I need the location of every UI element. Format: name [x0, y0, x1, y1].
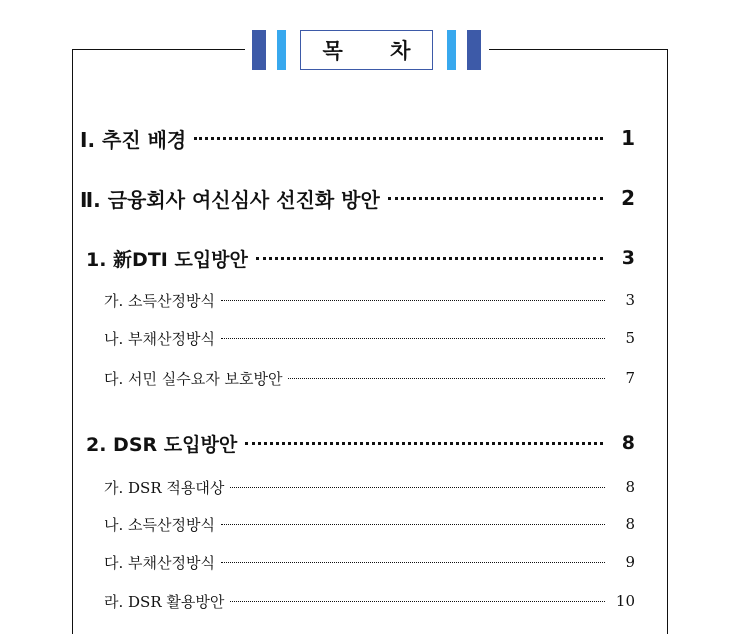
toc-leader — [194, 137, 603, 140]
frame-right-border — [667, 49, 668, 634]
toc-leader — [245, 442, 603, 445]
title-deco-left-light — [277, 30, 286, 70]
toc-item — [104, 590, 635, 612]
toc-label: Ⅰ. 추진 배경 — [80, 127, 187, 152]
toc-leader — [388, 197, 603, 200]
toc-item — [104, 476, 635, 498]
title-deco-right-dark — [467, 30, 481, 70]
page-title-text: 목 차 — [322, 39, 431, 63]
toc-item — [104, 513, 635, 535]
toc-leader — [230, 601, 605, 602]
frame-left-border — [72, 49, 73, 634]
toc-label: 가. 소득산정방식 — [104, 291, 215, 310]
toc-page: 3 — [621, 247, 635, 269]
toc-leader — [288, 378, 605, 379]
toc-label: 나. 소득산정방식 — [104, 515, 215, 534]
toc-page: 3 — [625, 291, 635, 309]
toc-label: 가. DSR 적용대상 — [104, 478, 225, 497]
toc-leader — [230, 487, 605, 488]
toc-page: 7 — [625, 369, 635, 387]
toc-page: 5 — [625, 329, 635, 347]
toc-label: 다. 부채산정방식 — [104, 553, 215, 572]
title-deco-left-dark — [252, 30, 266, 70]
toc-page: 9 — [625, 553, 635, 571]
toc-page: 8 — [621, 432, 635, 454]
toc-section-1 — [86, 245, 635, 271]
toc-page: 8 — [625, 515, 635, 533]
toc-leader — [221, 524, 605, 525]
toc-page: 2 — [621, 186, 635, 210]
toc-section-2 — [86, 430, 635, 456]
toc-item — [104, 289, 635, 311]
toc-label: 2. DSR 도입방안 — [86, 433, 238, 456]
toc-leader — [256, 257, 603, 260]
toc-page: 10 — [615, 592, 635, 610]
page-title — [300, 30, 433, 70]
toc-label: 나. 부채산정방식 — [104, 329, 215, 348]
toc-leader — [221, 562, 605, 563]
toc-page: 1 — [621, 126, 635, 150]
toc-item — [104, 551, 635, 573]
toc-label: 다. 서민 실수요자 보호방안 — [104, 369, 283, 388]
toc-leader — [221, 338, 605, 339]
frame-top-right-rule — [489, 49, 668, 50]
toc-label: Ⅱ. 금융회사 여신심사 선진화 방안 — [80, 187, 380, 212]
toc-leader — [221, 300, 605, 301]
toc-item — [104, 327, 635, 349]
toc-page: 8 — [625, 478, 635, 496]
title-deco-right-light — [447, 30, 456, 70]
toc-item — [104, 367, 635, 389]
toc-main-1 — [80, 124, 635, 152]
frame-top-left-rule — [72, 49, 245, 50]
toc-label: 라. DSR 활용방안 — [104, 592, 225, 611]
toc-main-2 — [80, 184, 635, 212]
toc-label: 1. 新DTI 도입방안 — [86, 248, 248, 271]
